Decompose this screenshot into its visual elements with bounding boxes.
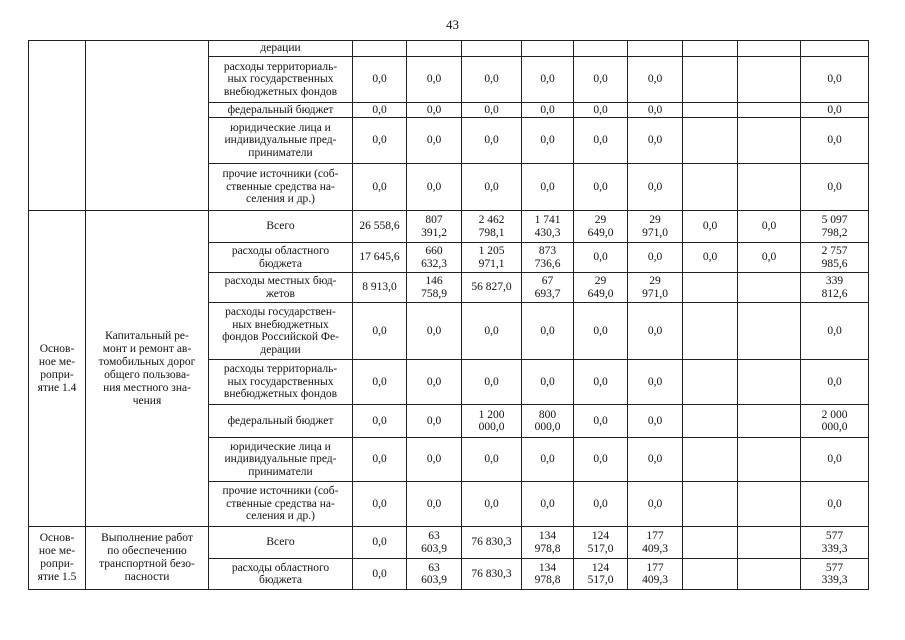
value-cell: 29 649,0 [574,211,628,243]
value-cell [738,103,801,118]
value-cell [574,41,628,57]
value-cell: 0,0 [628,303,683,360]
funding-source-cell: расходы территориаль- ных государственных внебюджетных фондов [209,57,353,103]
measure-code-cell [29,41,86,211]
value-cell: 577 339,3 [801,527,869,559]
value-cell: 0,0 [801,57,869,103]
value-cell: 177 409,3 [628,527,683,559]
value-cell [738,118,801,164]
value-cell: 1 205 971,1 [462,243,522,273]
value-cell: 29 649,0 [574,273,628,303]
value-cell: 29 971,0 [628,211,683,243]
funding-source-cell: расходы областного бюджета [209,559,353,590]
value-cell: 0,0 [353,559,407,590]
table-row [29,211,869,243]
funding-source-cell: расходы государствен- ных внебюджетных фондов Российской Фе- дерации [209,303,353,360]
value-cell: 0,0 [574,164,628,211]
value-cell [683,41,738,57]
value-cell [683,482,738,527]
value-cell: 177 409,3 [628,559,683,590]
value-cell [683,118,738,164]
value-cell: 0,0 [574,57,628,103]
value-cell: 0,0 [522,57,574,103]
value-cell [738,273,801,303]
value-cell: 2 462 798,1 [462,211,522,243]
value-cell: 0,0 [353,405,407,438]
value-cell: 0,0 [574,303,628,360]
value-cell [738,405,801,438]
value-cell [683,164,738,211]
value-cell: 0,0 [801,438,869,482]
measure-code-cell: Основ- ное ме- ропри- ятие 1.5 [29,527,86,590]
value-cell: 0,0 [462,103,522,118]
table-row [29,41,869,57]
value-cell: 1 200 000,0 [462,405,522,438]
value-cell: 660 632,3 [407,243,462,273]
value-cell: 0,0 [462,482,522,527]
value-cell: 807 391,2 [407,211,462,243]
value-cell: 0,0 [522,103,574,118]
value-cell: 0,0 [462,438,522,482]
value-cell: 0,0 [407,438,462,482]
value-cell: 17 645,6 [353,243,407,273]
value-cell [738,164,801,211]
value-cell: 0,0 [683,211,738,243]
value-cell: 0,0 [353,164,407,211]
value-cell [738,482,801,527]
value-cell [683,273,738,303]
value-cell: 0,0 [353,57,407,103]
value-cell: 0,0 [801,103,869,118]
value-cell: 0,0 [353,360,407,405]
value-cell: 63 603,9 [407,559,462,590]
measure-name-cell: Капитальный ре- монт и ремонт ав- томобильных дорог общего пользова- ния местного зна- чения [86,211,209,527]
value-cell: 339 812,6 [801,273,869,303]
funding-source-cell: расходы местных бюд- жетов [209,273,353,303]
value-cell: 0,0 [522,164,574,211]
value-cell: 0,0 [628,360,683,405]
value-cell: 873 736,6 [522,243,574,273]
value-cell: 76 830,3 [462,527,522,559]
value-cell: 0,0 [462,360,522,405]
value-cell [683,527,738,559]
value-cell [738,559,801,590]
value-cell: 0,0 [628,405,683,438]
value-cell [738,303,801,360]
value-cell: 0,0 [574,405,628,438]
value-cell: 146 758,9 [407,273,462,303]
value-cell [683,303,738,360]
value-cell: 577 339,3 [801,559,869,590]
value-cell: 0,0 [353,482,407,527]
value-cell [683,559,738,590]
funding-source-cell: прочие источники (соб- ственные средства на- селения и др.) [209,164,353,211]
value-cell [738,438,801,482]
value-cell: 0,0 [407,103,462,118]
value-cell: 0,0 [628,243,683,273]
value-cell: 2 000 000,0 [801,405,869,438]
value-cell: 0,0 [462,164,522,211]
value-cell: 0,0 [628,103,683,118]
value-cell: 0,0 [353,103,407,118]
value-cell [628,41,683,57]
value-cell: 0,0 [407,360,462,405]
value-cell: 0,0 [628,164,683,211]
value-cell: 0,0 [522,482,574,527]
value-cell: 5 097 798,2 [801,211,869,243]
budget-table [28,40,869,590]
value-cell: 0,0 [407,118,462,164]
funding-source-cell: расходы областного бюджета [209,243,353,273]
value-cell [683,405,738,438]
value-cell: 0,0 [407,303,462,360]
value-cell: 0,0 [801,482,869,527]
value-cell: 0,0 [801,360,869,405]
value-cell [353,41,407,57]
value-cell: 0,0 [407,405,462,438]
value-cell: 0,0 [738,243,801,273]
value-cell: 0,0 [522,438,574,482]
value-cell: 1 741 430,3 [522,211,574,243]
funding-source-cell: федеральный бюджет [209,405,353,438]
value-cell: 26 558,6 [353,211,407,243]
value-cell: 0,0 [801,303,869,360]
value-cell: 0,0 [574,482,628,527]
value-cell: 134 978,8 [522,527,574,559]
value-cell: 56 827,0 [462,273,522,303]
funding-source-cell: Всего [209,527,353,559]
funding-source-cell: дерации [209,41,353,57]
value-cell: 0,0 [522,118,574,164]
value-cell: 0,0 [683,243,738,273]
value-cell: 800 000,0 [522,405,574,438]
value-cell [738,527,801,559]
value-cell: 0,0 [628,118,683,164]
value-cell: 0,0 [574,438,628,482]
value-cell: 0,0 [522,303,574,360]
value-cell: 0,0 [462,303,522,360]
value-cell: 0,0 [522,360,574,405]
value-cell [738,360,801,405]
funding-source-cell: юридические лица и индивидуальные пред- приниматели [209,438,353,482]
measure-name-cell [86,41,209,211]
value-cell: 0,0 [574,243,628,273]
value-cell: 0,0 [574,118,628,164]
measure-code-cell: Основ- ное ме- ропри- ятие 1.4 [29,211,86,527]
value-cell: 0,0 [353,527,407,559]
value-cell [801,41,869,57]
value-cell: 0,0 [407,164,462,211]
table-row [29,527,869,559]
funding-source-cell: Всего [209,211,353,243]
funding-source-cell: прочие источники (соб- ственные средства на- селения и др.) [209,482,353,527]
value-cell: 29 971,0 [628,273,683,303]
value-cell [683,438,738,482]
value-cell [522,41,574,57]
value-cell: 0,0 [407,57,462,103]
value-cell: 0,0 [628,482,683,527]
value-cell: 0,0 [801,164,869,211]
value-cell [407,41,462,57]
value-cell [738,41,801,57]
value-cell: 0,0 [462,118,522,164]
page-number: 43 [446,17,459,32]
value-cell: 0,0 [353,438,407,482]
value-cell: 0,0 [353,118,407,164]
value-cell: 0,0 [628,57,683,103]
value-cell: 134 978,8 [522,559,574,590]
value-cell: 63 603,9 [407,527,462,559]
funding-source-cell: юридические лица и индивидуальные пред- приниматели [209,118,353,164]
measure-name-cell: Выполнение работ по обеспечению транспортной безо- пасности [86,527,209,590]
value-cell: 76 830,3 [462,559,522,590]
value-cell: 124 517,0 [574,559,628,590]
value-cell [683,57,738,103]
value-cell: 0,0 [738,211,801,243]
value-cell [683,360,738,405]
value-cell: 0,0 [574,360,628,405]
funding-source-cell: федеральный бюджет [209,103,353,118]
value-cell: 0,0 [407,482,462,527]
value-cell: 8 913,0 [353,273,407,303]
value-cell: 0,0 [801,118,869,164]
value-cell [462,41,522,57]
value-cell [683,103,738,118]
funding-source-cell: расходы территориаль- ных государственных внебюджетных фондов [209,360,353,405]
value-cell: 0,0 [574,103,628,118]
value-cell: 2 757 985,6 [801,243,869,273]
value-cell: 0,0 [462,57,522,103]
value-cell: 67 693,7 [522,273,574,303]
value-cell: 0,0 [628,438,683,482]
value-cell [738,57,801,103]
value-cell: 0,0 [353,303,407,360]
value-cell: 124 517,0 [574,527,628,559]
